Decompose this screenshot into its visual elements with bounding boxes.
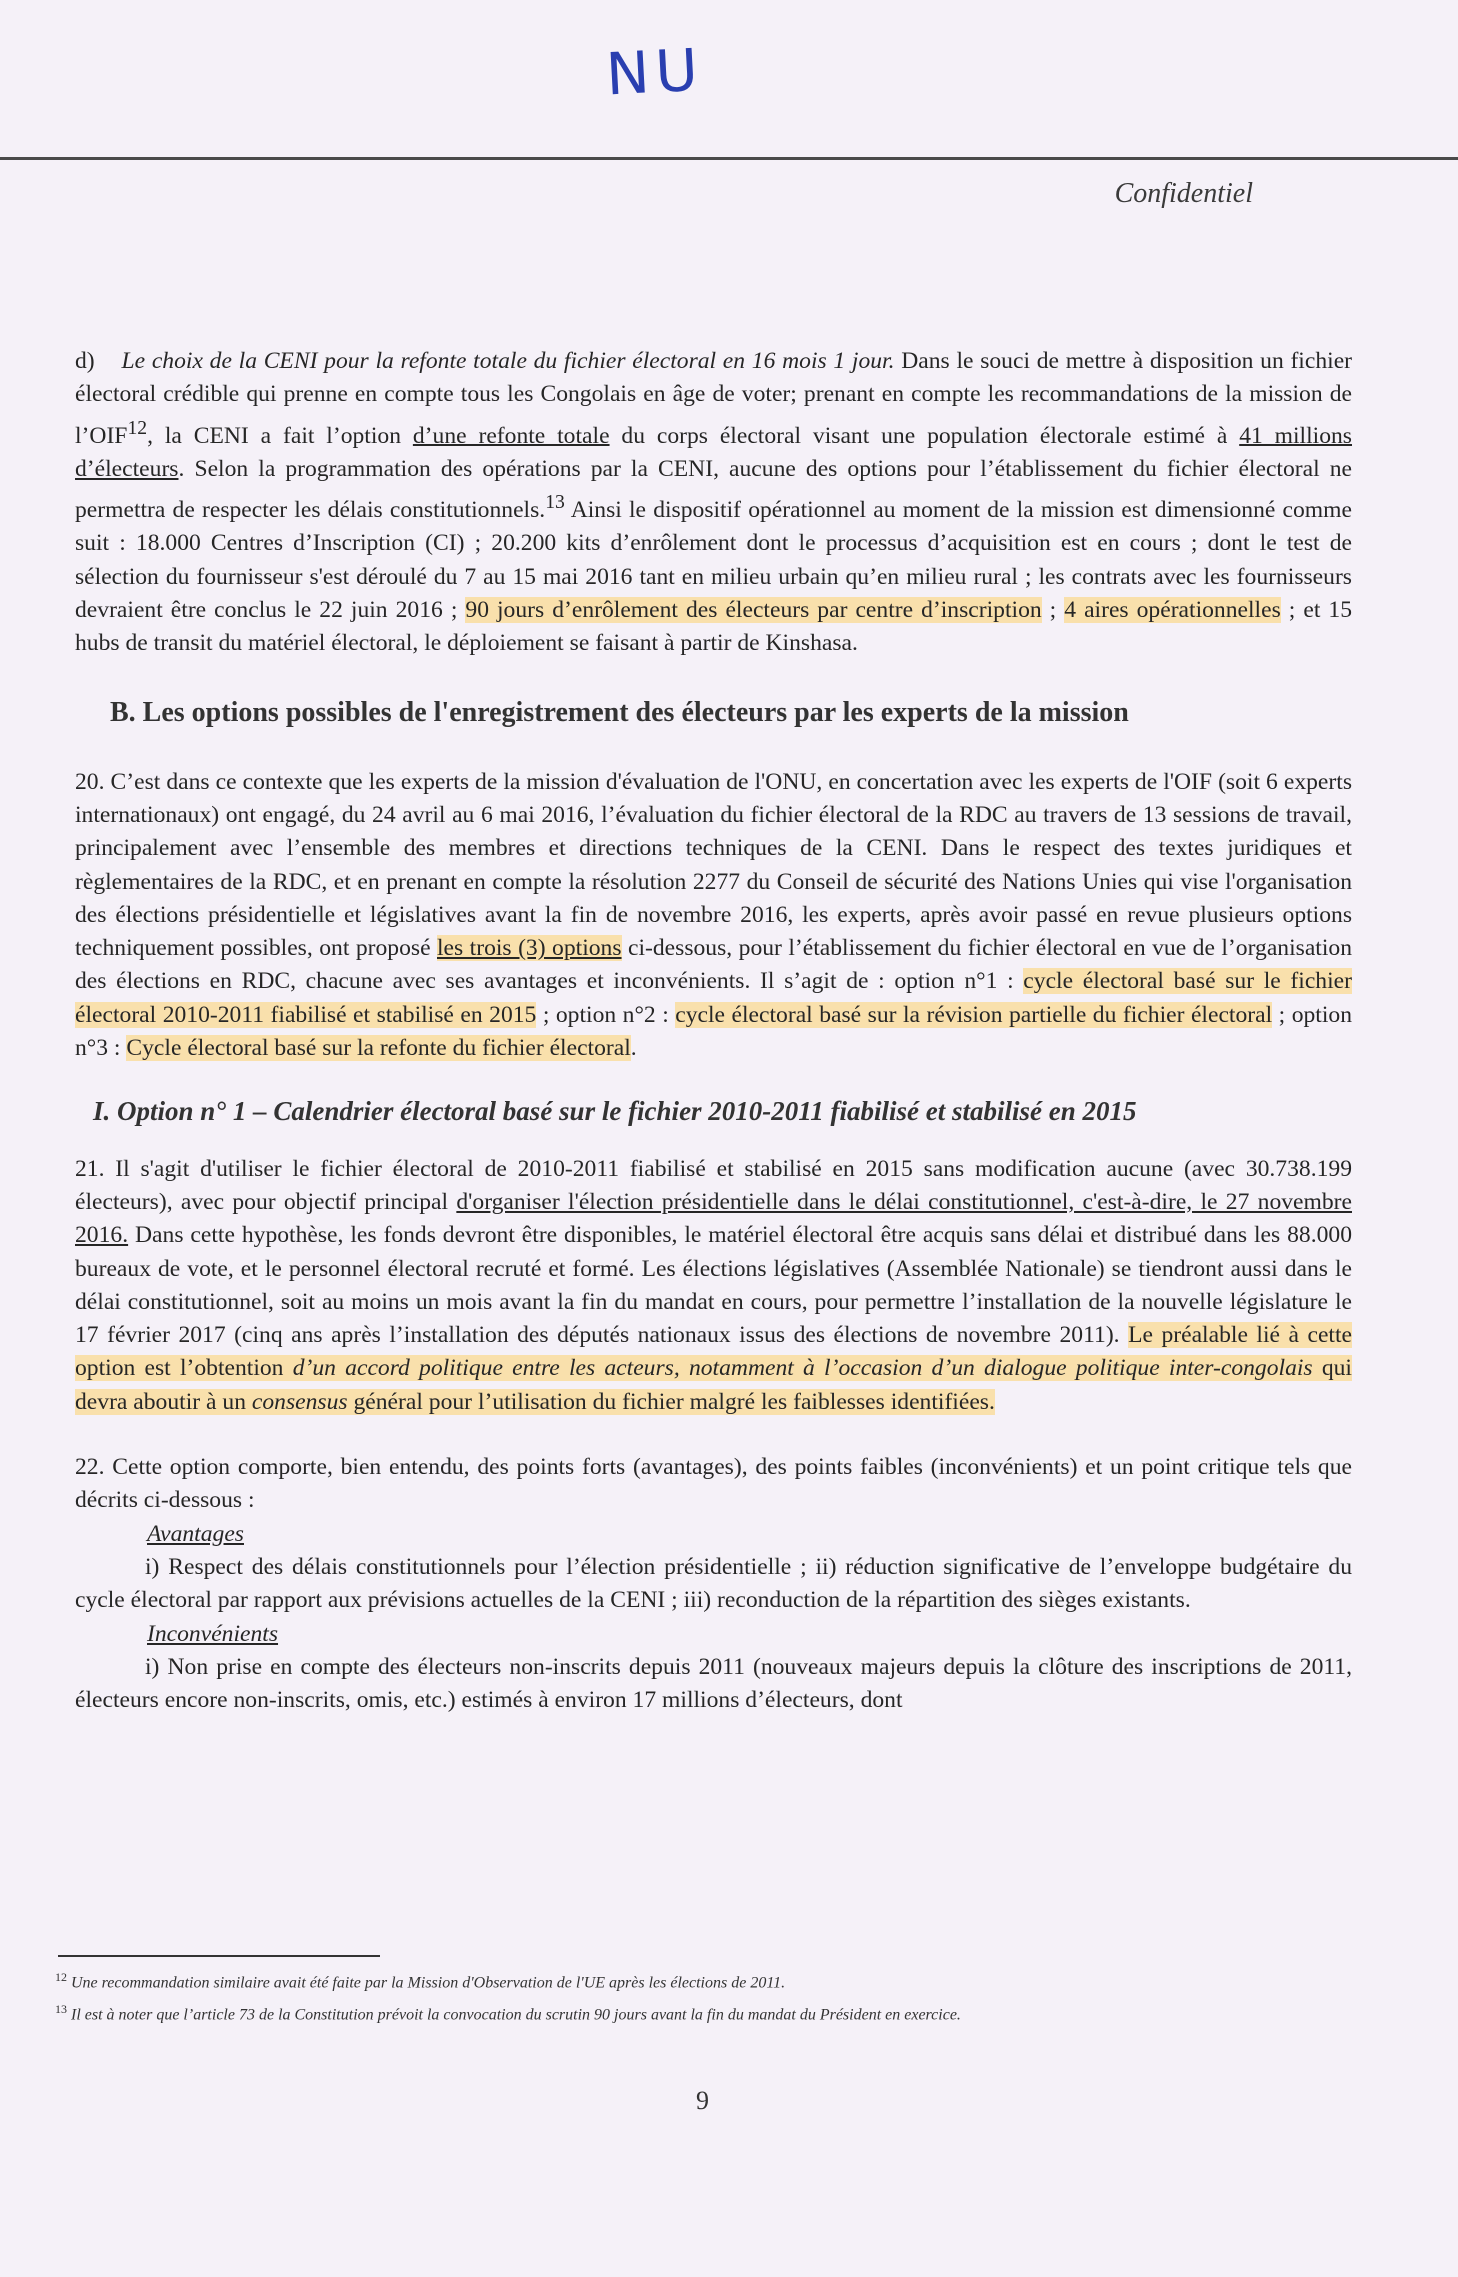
text-run: ci-dessous, pour l’établissement du fichier électoral en vue de l’organisation des élections en RDC, chacune avec ses avantages et inconvénients. Il s’agit de : option n°1 : <box>75 935 1352 995</box>
highlighted-text: qui devra aboutir à un <box>75 1355 1352 1415</box>
avantages-text: i) Respect des délais constitutionnels pour l’élection présidentielle ; ii) réduction significative de l’enveloppe budgétaire du cycle électoral par rapport aux prévisions actuelles de la CENI ; iii) reconduction de la répartition des sièges existants. <box>75 1553 1352 1614</box>
footnote-text: Il est à noter que l’article 73 de la Constitution prévoit la convocation du scrutin 90 jours avant la fin du mandat du Président en exercice. <box>71 2006 961 2024</box>
header-rule <box>0 157 1458 160</box>
highlighted-text: cycle électoral basé sur la révision partielle du fichier électoral <box>675 1001 1273 1028</box>
highlighted-text: consensus <box>251 1388 348 1415</box>
highlighted-text: 4 aires opérationnelles <box>1064 596 1281 623</box>
inconvenients-text: i) Non prise en compte des électeurs non-inscrits depuis 2011 (nouveaux majeurs depuis la clôture des inscriptions de 2011, électeurs encore non-inscrits, omis, etc.) estimés à environ 17 millions d’électeurs, dont <box>75 1653 1352 1714</box>
text-run: 21. Il s'agit d'utiliser le fichier électoral de 2010-2011 fiabilisé et stabilisé en 2015 sans modification aucune (avec 30.738.199 électeurs), avec pour objectif principal <box>75 1155 1352 1215</box>
text-run: Dans cette hypothèse, les fonds devront être disponibles, le matériel électoral être acquis sans délai et distribué dans les 88.000 bureaux de vote, et le personnel électoral recruté et formé. Les élections législatives (Assemblée Nationale) se tiendront aussi dans le délai constitutionnel, soit au moins un mois avant la fin du mandat en cours, pour permettre l’installation de la nouvelle législature le 17 février 2017 (cinq ans après l’installation des députés nationaux issus des élections de novembre 2011). <box>75 1222 1352 1349</box>
text-run: , la CENI a fait l’option <box>147 422 413 449</box>
footnotes <box>55 1964 1355 2029</box>
highlighted-text: Le préalable lié à cette option est l’obtention <box>75 1322 1352 1382</box>
text-run: du corps électoral visant une population électorale estimé à <box>609 422 1240 449</box>
text-run: ; option n°2 : <box>536 1001 676 1028</box>
highlighted-text: Cycle électoral basé sur la refonte du fichier électoral <box>126 1035 631 1062</box>
text-run: . Selon la programmation des opérations par la CENI, aucune des options pour l’établissement du fichier électoral ne permettra de respecter les délais constitutionnels. <box>75 455 1352 523</box>
text-run: Ainsi le dispositif opérationnel au moment de la mission est dimensionné comme suit : 18.000 Centres d’Inscription (CI) ; 20.200 kits d’enrôlement dont le processus d’acquisition est en cours ; dont le test de sélection du fournisseur s'est déroulé du 7 au 15 mai 2016 tant en milieu urbain qu’en milieu rural ; les contrats avec les fournisseurs devraient être conclus le 22 juin 2016 ; <box>75 496 1352 623</box>
underlined-text: 41 millions d’électeurs <box>75 422 1352 482</box>
text-run: ; et 15 hubs de transit du matériel électoral, le déploiement se faisant à partir de Kinshasa. <box>75 596 1352 657</box>
footnote-text: Une recommandation similaire avait été faite par la Mission d'Observation de l'UE après les élections de 2011. <box>71 1974 786 1992</box>
paragraph-22: 22. Cette option comporte, bien entendu, des points forts (avantages), des points faibles (inconvénients) et un point critique tels que décrits ci-dessous : <box>75 1454 1352 1514</box>
paragraph-21 <box>75 1153 1352 1419</box>
classification-label: Confidentiel <box>1114 178 1253 209</box>
option-1-heading: I. Option n° 1 – Calendrier électoral basé sur le fichier 2010-2011 fiabilisé et stabilisé en 2015 <box>93 1096 1137 1127</box>
para-d-title: Le choix de la CENI pour la refonte totale du fichier électoral en 16 mois 1 jour. <box>121 348 895 374</box>
text-run: Dans le souci de mettre à disposition un fichier électoral crédible qui prenne en compte tous les Congolais en âge de voter; prenant en compte les recommandations de la mission de l’OIF <box>75 348 1353 449</box>
text-run: ; option n°3 : <box>75 1001 1352 1062</box>
paragraph-20 <box>75 766 1352 1066</box>
avantages-heading: Avantages <box>147 1520 244 1547</box>
underlined-text: d’une refonte totale <box>412 422 610 449</box>
text-run: . <box>630 1035 637 1062</box>
paragraph-d <box>75 345 1352 660</box>
section-b-heading: B. Les options possibles de l'enregistrement des électeurs par les experts de la mission <box>110 697 1129 729</box>
page-number: 9 <box>696 2086 709 2115</box>
inconvenients-heading: Inconvénients <box>147 1620 279 1647</box>
footnote-number: 13 <box>55 2002 67 2017</box>
highlighted-text: 90 jours d’enrôlement des électeurs par centre d’inscription <box>465 596 1042 623</box>
highlighted-text: d’un accord politique entre les acteurs, notamment à l’occasion d’un dialogue politique inter-congolais <box>292 1355 1313 1382</box>
text-run: 20. C’est dans ce contexte que les experts de la mission d'évaluation de l'ONU, en concertation avec les experts de l'OIF (soit 6 experts internationaux) ont engagé, du 24 avril au 6 mai 2016, l’évaluation du fichier électoral de la RDC au travers de 13 sessions de travail, principalement avec l’ensemble des membres et directions techniques de la CENI. Dans le respect des textes juridiques et règlementaires de la RDC, et en prenant en compte la résolution 2277 du Conseil de sécurité des Nations Unies qui vise l'organisation des élections présidentielle et législatives avant la fin de novembre 2016, les experts, après avoir passé en revue plusieurs options techniquement possibles, ont proposé <box>75 768 1352 962</box>
para-d-label: d) <box>75 348 95 374</box>
text-run: ; <box>1041 596 1065 623</box>
footnote-13 <box>55 1996 1355 2028</box>
document-body <box>75 345 1352 1717</box>
footnote-rule <box>58 1955 380 1957</box>
handwritten-annotation: NU <box>604 35 706 109</box>
footnote-number: 12 <box>55 1970 67 1984</box>
footnote-ref-13: 13 <box>545 491 565 514</box>
footnote-12 <box>55 1964 1355 1996</box>
highlighted-text: les trois (3) options <box>437 935 622 962</box>
underlined-text: d'organiser l'élection présidentielle dans le délai constitutionnel, c'est-à-dire, le 27 novembre 2016. <box>75 1188 1352 1249</box>
highlighted-text: cycle électoral basé sur le fichier électoral 2010-2011 fiabilisé et stabilisé en 2015 <box>75 968 1352 1028</box>
footnote-ref-12: 12 <box>127 416 148 439</box>
highlighted-text: général pour l’utilisation du fichier malgré les faiblesses identifiées. <box>347 1388 995 1415</box>
